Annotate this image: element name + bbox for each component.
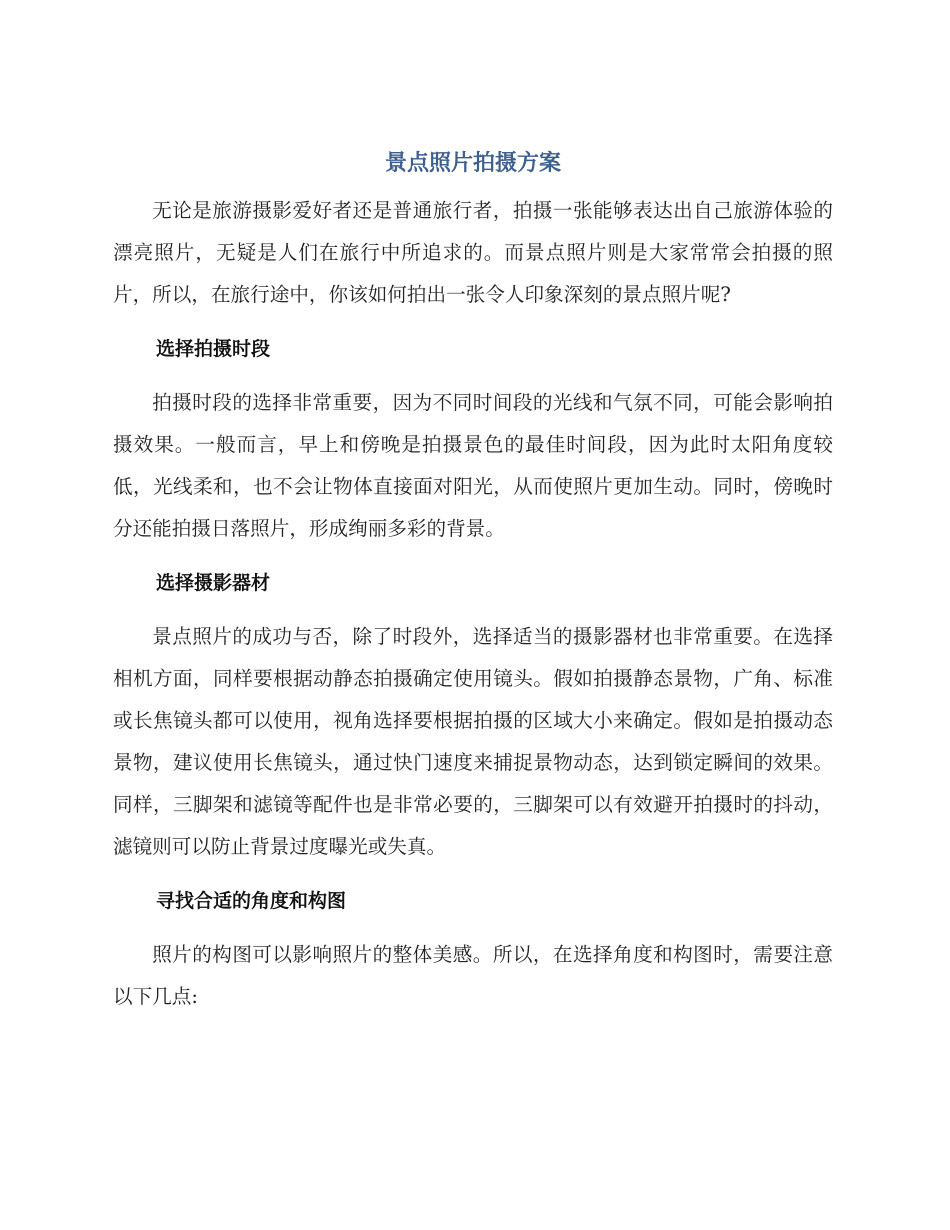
section-heading-composition: 寻找合适的角度和构图 xyxy=(156,890,347,912)
section-heading-shooting-time: 选择拍摄时段 xyxy=(156,338,271,360)
section-paragraph-equipment: 景点照片的成功与否，除了时段外，选择适当的摄影器材也非常重要。在选择相机方面，同样要根据动静态拍摄确定使用镜头。假如拍摄静态景物，广角、标准或长焦镜头都可以使用，视角选择要根据拍摄的区域大小来确定。假如是拍摄动态景物，建议使用长焦镜头，通过快门速度来捕捉景物动态，达到锁定瞬间的效果。同样，三脚架和滤镜等配件也是非常必要的，三脚架可以有效避开拍摄时的抖动，滤镜则可以防止背景过度曝光或失真。 xyxy=(113,625,833,858)
section-paragraph-composition: 照片的构图可以影响照片的整体美感。所以，在选择角度和构图时，需要注意以下几点: xyxy=(113,943,833,1008)
document-body xyxy=(113,146,833,1018)
document-title: 景点照片拍摄方案 xyxy=(384,151,561,176)
intro-paragraph: 无论是旅游摄影爱好者还是普通旅行者，拍摄一张能够表达出自己旅游体验的漂亮照片，无疑是人们在旅行中所追求的。而景点照片则是大家常常会拍摄的照片，所以，在旅行途中，你该如何拍出一张令人印象深刻的景点照片呢? xyxy=(113,199,833,306)
section-paragraph-shooting-time: 拍摄时段的选择非常重要，因为不同时间段的光线和气氛不同，可能会影响拍摄效果。一般而言，早上和傍晚是拍摄景色的最佳时间段，因为此时太阳角度较低，光线柔和，也不会让物体直接面对阳光，从而使照片更加生动。同时，傍晚时分还能拍摄日落照片，形成绚丽多彩的背景。 xyxy=(113,391,833,540)
section-heading-equipment: 选择摄影器材 xyxy=(156,572,271,594)
